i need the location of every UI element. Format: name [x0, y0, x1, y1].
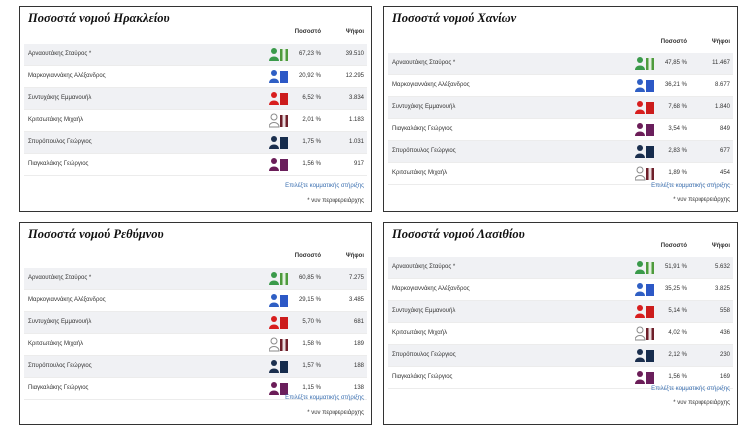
percentage-value: 5,14 %	[668, 308, 687, 314]
header-percentage: Ποσοστό	[294, 29, 321, 35]
grey-icon	[635, 326, 655, 341]
percentage-value: 51,91 %	[664, 264, 687, 270]
table-row	[388, 279, 733, 301]
votes-value: 917	[353, 161, 364, 167]
candidate-name: Μαρκογιαννάκης Αλέξανδρος	[28, 73, 106, 79]
percentage-value: 1,56 %	[668, 374, 687, 380]
footnote: * νυν περιφερειάρχης	[673, 400, 730, 406]
votes-value: 8.677	[714, 82, 730, 88]
percentage-value: 1,89 %	[668, 170, 687, 176]
percentage-value: 2,01 %	[302, 117, 321, 123]
candidate-name: Μαρκογιαννάκης Αλέξανδρος	[392, 82, 470, 88]
table-row	[24, 88, 367, 110]
results-panel	[19, 222, 372, 425]
results-panel	[383, 6, 738, 212]
votes-value: 677	[719, 148, 730, 154]
header-votes: Ψήφοι	[345, 29, 364, 35]
table-row	[388, 323, 733, 345]
results-table	[388, 257, 733, 389]
votes-value: 230	[719, 352, 730, 358]
votes-value: 169	[719, 374, 730, 380]
votes-value: 5.632	[714, 264, 730, 270]
party-support-link[interactable]: Επιλέξτε κομματικής στήριξης	[651, 183, 730, 189]
grey-icon	[269, 337, 289, 352]
percentage-value: 1,15 %	[302, 385, 321, 391]
footnote: * νυν περιφερειάρχης	[673, 197, 730, 203]
percentage-value: 1,75 %	[302, 139, 321, 145]
table-row	[388, 53, 733, 75]
red-icon	[635, 100, 655, 115]
table-row	[24, 312, 367, 334]
candidate-name: Σπυρόπουλος Γεώργιος	[28, 139, 92, 145]
blue-icon	[635, 78, 655, 93]
navy-icon	[269, 135, 289, 150]
percentage-value: 29,15 %	[298, 297, 321, 303]
candidate-name: Πιαγκαλάκης Γεώργιος	[28, 161, 89, 167]
red-icon	[269, 91, 289, 106]
votes-value: 454	[719, 170, 730, 176]
votes-value: 189	[353, 341, 364, 347]
party-support-link[interactable]: Επιλέξτε κομματικής στήριξης	[285, 395, 364, 401]
header-votes: Ψήφοι	[711, 243, 730, 249]
navy-icon	[635, 144, 655, 159]
candidate-name: Σπυρόπουλος Γεώργιος	[28, 363, 92, 369]
candidate-name: Αρναουτάκης Σταύρος *	[28, 51, 92, 57]
table-row	[388, 119, 733, 141]
percentage-value: 60,85 %	[298, 275, 321, 281]
results-table	[24, 44, 367, 176]
votes-value: 7.275	[348, 275, 364, 281]
results-table	[24, 268, 367, 400]
votes-value: 1.840	[714, 104, 730, 110]
green-icon	[635, 56, 655, 71]
candidate-name: Συντυχάκης Εμμανουήλ	[28, 319, 92, 325]
votes-value: 558	[719, 308, 730, 314]
blue-icon	[269, 69, 289, 84]
candidate-name: Σπυρόπουλος Γεώργιος	[392, 148, 456, 154]
results-panel	[383, 222, 738, 425]
header-percentage: Ποσοστό	[294, 253, 321, 259]
votes-value: 436	[719, 330, 730, 336]
votes-value: 3.485	[348, 297, 364, 303]
votes-value: 12.295	[345, 73, 364, 79]
candidate-name: Συντυχάκης Εμμανουήλ	[392, 308, 456, 314]
results-panel	[19, 6, 372, 212]
table-row	[388, 301, 733, 323]
navy-icon	[269, 359, 289, 374]
purple-icon	[269, 381, 289, 396]
purple-icon	[635, 122, 655, 137]
red-icon	[635, 304, 655, 319]
table-row	[24, 44, 367, 66]
purple-icon	[635, 370, 655, 385]
panel-title: Ποσοστά νομού Λασιθίου	[392, 227, 525, 241]
footnote: * νυν περιφερειάρχης	[307, 410, 364, 416]
candidate-name: Συντυχάκης Εμμανουήλ	[28, 95, 92, 101]
votes-value: 138	[353, 385, 364, 391]
party-support-link[interactable]: Επιλέξτε κομματικής στήριξης	[285, 183, 364, 189]
footnote: * νυν περιφερειάρχης	[307, 198, 364, 204]
candidate-name: Μαρκογιαννάκης Αλέξανδρος	[28, 297, 106, 303]
table-header	[20, 29, 371, 41]
table-row	[24, 356, 367, 378]
table-row	[24, 268, 367, 290]
party-support-link[interactable]: Επιλέξτε κομματικής στήριξης	[651, 386, 730, 392]
grey-icon	[269, 113, 289, 128]
candidate-name: Πιαγκαλάκης Γεώργιος	[28, 385, 89, 391]
percentage-value: 5,70 %	[302, 319, 321, 325]
table-row	[388, 97, 733, 119]
table-row	[388, 75, 733, 97]
votes-value: 1.183	[348, 117, 364, 123]
candidate-name: Αρναουτάκης Σταύρος *	[392, 60, 456, 66]
table-row	[388, 141, 733, 163]
percentage-value: 67,23 %	[298, 51, 321, 57]
header-votes: Ψήφοι	[711, 39, 730, 45]
results-table	[388, 53, 733, 185]
candidate-name: Κριτσωτάκης Μιχαήλ	[392, 170, 448, 176]
percentage-value: 20,92 %	[298, 73, 321, 79]
table-row	[24, 66, 367, 88]
candidate-name: Κριτσωτάκης Μιχαήλ	[28, 341, 84, 347]
percentage-value: 6,52 %	[302, 95, 321, 101]
navy-icon	[635, 348, 655, 363]
candidate-name: Μαρκογιαννάκης Αλέξανδρος	[392, 286, 470, 292]
percentage-value: 1,57 %	[302, 363, 321, 369]
table-row	[24, 132, 367, 154]
red-icon	[269, 315, 289, 330]
percentage-value: 1,58 %	[302, 341, 321, 347]
panel-title: Ποσοστά νομού Ρεθύμνου	[28, 227, 164, 241]
candidate-name: Αρναουτάκης Σταύρος *	[28, 275, 92, 281]
percentage-value: 2,12 %	[668, 352, 687, 358]
percentage-value: 2,83 %	[668, 148, 687, 154]
votes-value: 3.825	[714, 286, 730, 292]
table-row	[24, 290, 367, 312]
candidate-name: Συντυχάκης Εμμανουήλ	[392, 104, 456, 110]
percentage-value: 1,56 %	[302, 161, 321, 167]
table-header	[384, 39, 737, 51]
table-row	[388, 257, 733, 279]
panel-title: Ποσοστά νομού Χανίων	[392, 11, 517, 25]
candidate-name: Κριτσωτάκης Μιχαήλ	[28, 117, 84, 123]
votes-value: 188	[353, 363, 364, 369]
candidate-name: Σπυρόπουλος Γεώργιος	[392, 352, 456, 358]
purple-icon	[269, 157, 289, 172]
header-votes: Ψήφοι	[345, 253, 364, 259]
votes-value: 1.031	[348, 139, 364, 145]
table-row	[388, 163, 733, 185]
percentage-value: 7,68 %	[668, 104, 687, 110]
votes-value: 3.834	[348, 95, 364, 101]
candidate-name: Πιαγκαλάκης Γεώργιος	[392, 126, 453, 132]
candidate-name: Κριτσωτάκης Μιχαήλ	[392, 330, 448, 336]
table-row	[388, 345, 733, 367]
votes-value: 11.467	[712, 60, 730, 66]
blue-icon	[635, 282, 655, 297]
table-row	[24, 110, 367, 132]
votes-value: 39.510	[345, 51, 364, 57]
table-header	[20, 253, 371, 265]
percentage-value: 4,02 %	[668, 330, 687, 336]
candidate-name: Αρναουτάκης Σταύρος *	[392, 264, 456, 270]
table-row	[24, 334, 367, 356]
candidate-name: Πιαγκαλάκης Γεώργιος	[392, 374, 453, 380]
percentage-value: 3,54 %	[668, 126, 687, 132]
green-icon	[269, 271, 289, 286]
header-percentage: Ποσοστό	[660, 243, 687, 249]
votes-value: 849	[719, 126, 730, 132]
percentage-value: 47,85 %	[664, 60, 687, 66]
header-percentage: Ποσοστό	[660, 39, 687, 45]
votes-value: 681	[353, 319, 364, 325]
grey-icon	[635, 166, 655, 181]
percentage-value: 35,25 %	[664, 286, 687, 292]
green-icon	[635, 260, 655, 275]
green-icon	[269, 47, 289, 62]
percentage-value: 36,21 %	[664, 82, 687, 88]
table-header	[384, 243, 737, 255]
blue-icon	[269, 293, 289, 308]
table-row	[24, 154, 367, 176]
panel-title: Ποσοστά νομού Ηρακλείου	[28, 11, 170, 25]
